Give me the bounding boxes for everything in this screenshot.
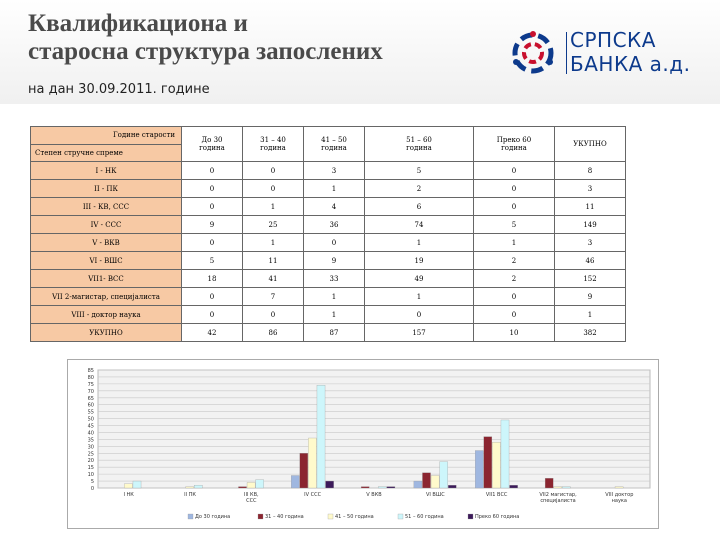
y-tick-label: 25 [87,451,94,458]
table-cell: 0 [243,162,304,180]
table-cell: 0 [182,162,243,180]
legend-label: До 30 година [195,514,231,520]
table-cell: 3 [555,234,626,252]
bar [194,485,202,488]
corner-label-age: Године старости [113,131,175,139]
table-cell: 3 [304,162,365,180]
table-cell: 5 [474,216,555,234]
table-row [31,252,626,270]
table-cell: 1 [365,288,474,306]
table-cell: 0 [243,180,304,198]
bar [440,462,448,488]
table-cell: 2 [474,270,555,288]
table-cell: 5 [182,252,243,270]
bar [554,487,562,488]
table-cell: 0 [474,162,555,180]
table-cell: 46 [555,252,626,270]
table-cell: 157 [365,324,474,342]
column-header: УКУПНО [555,127,626,162]
table-cell: 11 [243,252,304,270]
y-tick-label: 85 [87,368,94,374]
row-label: VII 2-магистар, специјалиста [31,288,182,306]
bar [615,487,623,488]
table-cell: 0 [182,180,243,198]
table-cell: 11 [555,198,626,216]
bar [475,451,483,488]
legend-swatch [328,514,333,519]
table-cell: 36 [304,216,365,234]
table-cell: 1 [243,198,304,216]
table-cell: 19 [365,252,474,270]
table-cell: 49 [365,270,474,288]
table-cell: 149 [555,216,626,234]
bar [387,487,395,488]
x-tick-label: VII1 ВСС [485,492,508,498]
x-tick-label: III КВ, [244,492,259,498]
bar [361,487,369,488]
x-tick-label: II ПК [184,492,196,498]
slide-header [0,0,720,104]
table-cell: 2 [365,180,474,198]
legend-label: 31 – 40 година [265,514,304,520]
y-tick-label: 10 [87,472,94,479]
y-tick-label: 75 [87,381,94,388]
bar [317,385,325,488]
x-tick-label: I НК [123,492,134,498]
y-tick-label: 80 [87,374,94,381]
plot-area [98,370,650,488]
bar [300,453,308,488]
logo-line-2: БАНКА а.д. [570,52,691,76]
table-cell: 1 [304,180,365,198]
table-cell: 0 [182,198,243,216]
logo-text [570,28,690,76]
table-cell: 9 [182,216,243,234]
page-subtitle: на дан 30.09.2011. године [28,82,210,97]
table-cell: 0 [182,234,243,252]
column-header: 41 – 50 година [304,127,365,162]
row-label: I - НК [31,162,182,180]
legend-swatch [188,514,193,519]
table-header-row [31,127,626,162]
corner-label-qualification: Степен стручне спреме [35,149,123,157]
table-cell: 1 [243,234,304,252]
bar [247,482,255,488]
table-corner-cell [31,127,182,162]
row-label: VIII - доктор наука [31,306,182,324]
x-tick-label-line2: специјалиста [540,498,576,504]
bar [326,481,334,488]
bar [124,484,132,488]
table-cell: 0 [474,306,555,324]
table-cell: 0 [365,306,474,324]
legend-label: 41 – 50 година [335,514,374,520]
bar [422,473,430,488]
table-row [31,306,626,324]
bar [291,476,299,488]
logo-mark-icon [506,26,560,80]
bar [562,487,570,488]
y-tick-label: 65 [87,395,94,402]
y-tick-label: 45 [87,423,94,430]
bar [492,442,500,488]
table-cell: 2 [474,252,555,270]
legend-label: 51 – 60 година [405,514,444,520]
table-cell: 3 [555,180,626,198]
legend-swatch [398,514,403,519]
y-tick-label: 60 [87,402,94,409]
bar [431,476,439,488]
bar [510,485,518,488]
logo-separator [566,32,567,74]
bar [133,481,141,488]
table-cell: 0 [474,198,555,216]
x-tick-label-line2: наука [611,498,628,504]
x-tick-label: VIII доктор [605,492,634,498]
title-line-2: старосна структура запослених [28,38,383,65]
table-cell: 8 [555,162,626,180]
x-tick-label: IV ССС [304,492,322,498]
bar [238,487,246,488]
chart-svg [68,360,658,528]
y-tick-label: 50 [87,416,94,423]
table-row [31,324,626,342]
table-cell: 1 [474,234,555,252]
bar [186,487,194,488]
table-cell: 1 [555,306,626,324]
y-tick-label: 35 [87,437,94,444]
x-tick-label: V ВКВ [366,492,382,498]
row-label: VI - ВШС [31,252,182,270]
y-tick-label: 70 [87,388,94,395]
bar [501,420,509,488]
table-cell: 0 [474,288,555,306]
table-cell: 41 [243,270,304,288]
table-cell: 0 [304,234,365,252]
table-row [31,198,626,216]
table-row [31,180,626,198]
row-label: IV - ССС [31,216,182,234]
y-tick-label: 20 [87,458,94,465]
y-tick-label: 0 [90,486,94,492]
column-header: 31 – 40 година [243,127,304,162]
table-cell: 152 [555,270,626,288]
table-row [31,270,626,288]
title-line-1: Квалификациона и [28,10,248,37]
row-label: УКУПНО [31,324,182,342]
bank-logo [506,26,706,80]
y-tick-label: 40 [87,430,94,437]
bar [308,438,316,488]
column-header: Преко 60 година [474,127,555,162]
bar [256,480,264,488]
page-title [28,10,383,66]
table-cell: 6 [365,198,474,216]
x-tick-label: VII2 магистар, [539,492,577,498]
qualification-age-table [30,126,626,342]
table-cell: 382 [555,324,626,342]
bar-chart [67,359,659,529]
bar [378,487,386,488]
y-tick-label: 5 [90,479,94,486]
bar [414,481,422,488]
table-cell: 7 [243,288,304,306]
table-row [31,216,626,234]
bar [545,478,553,488]
row-label: VII1- ВСС [31,270,182,288]
table-cell: 0 [182,306,243,324]
x-tick-label-line2: ССС [246,498,257,504]
row-label: III - КВ, ССС [31,198,182,216]
table-cell: 33 [304,270,365,288]
y-tick-label: 15 [87,465,94,472]
table-cell: 4 [304,198,365,216]
table-cell: 1 [304,288,365,306]
legend-swatch [468,514,473,519]
table-cell: 9 [304,252,365,270]
bar [484,437,492,488]
column-header: До 30 година [182,127,243,162]
x-tick-label: VI ВШС [425,492,445,498]
table-cell: 1 [304,306,365,324]
table-cell: 87 [304,324,365,342]
table-cell: 25 [243,216,304,234]
row-label: II - ПК [31,180,182,198]
row-label: V - ВКВ [31,234,182,252]
table-cell: 18 [182,270,243,288]
table-cell: 0 [474,180,555,198]
table-cell: 42 [182,324,243,342]
legend-label: Преко 60 година [475,514,520,520]
legend-swatch [258,514,263,519]
table-row [31,234,626,252]
table-cell: 74 [365,216,474,234]
table-cell: 86 [243,324,304,342]
table-row [31,288,626,306]
table-cell: 5 [365,162,474,180]
table-cell: 0 [182,288,243,306]
table-cell: 9 [555,288,626,306]
table-row [31,162,626,180]
table-cell: 10 [474,324,555,342]
column-header: 51 – 60 година [365,127,474,162]
logo-line-1: СРПСКА [570,28,656,52]
y-tick-label: 55 [87,409,94,416]
bar [448,485,456,488]
y-tick-label: 30 [87,444,94,451]
table-cell: 1 [365,234,474,252]
table-cell: 0 [243,306,304,324]
